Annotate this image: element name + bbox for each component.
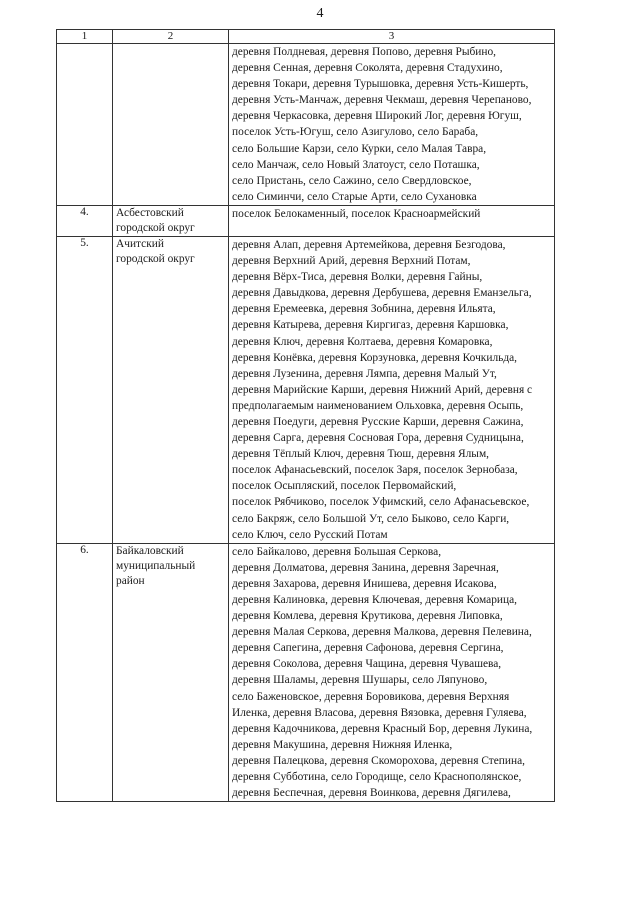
settlement-line: деревня Тёплый Ключ, деревня Тюш, деревня Ялым, xyxy=(232,448,490,461)
settlement-line: деревня Усть-Манчаж, деревня Чекмаш, деревня Черепаново, xyxy=(232,94,532,107)
settlement-line: деревня Токари, деревня Турышовка, деревня Усть-Кишерть, xyxy=(232,78,529,91)
settlement-line: деревня Субботина, село Городище, село Краснополянское, xyxy=(232,771,522,784)
settlement-line: поселок Рябчиково, поселок Уфимский, село Афанасьевское, xyxy=(232,496,530,509)
settlement-line: село Пристань, село Сажино, село Свердловское, xyxy=(232,174,472,187)
municipality-name xyxy=(113,236,229,543)
settlement-line: деревня Ключ, деревня Колтаева, деревня Комаровка, xyxy=(232,335,493,348)
row-number: 5. xyxy=(57,236,113,543)
settlement-line: деревня Конёвка, деревня Корзуновка, деревня Кочкильда, xyxy=(232,351,518,364)
table-body xyxy=(57,44,555,802)
settlement-line: поселок Белокаменный, поселок Красноармейский xyxy=(232,207,481,220)
settlement-line: деревня Давыдкова, деревня Дербушева, деревня Еманзельга, xyxy=(232,287,532,300)
settlement-line: деревня Малая Серкова, деревня Малкова, деревня Пелевина, xyxy=(232,626,532,639)
settlement-line: деревня Катырева, деревня Киргигаз, деревня Каршовка, xyxy=(232,319,509,332)
header-col-1: 1 xyxy=(57,30,113,44)
settlement-line: деревня Алап, деревня Артемейкова, деревня Безгодова, xyxy=(232,238,506,251)
header-row xyxy=(57,30,555,44)
row-number xyxy=(57,44,113,206)
settlements-table xyxy=(56,29,555,802)
settlement-line: деревня Полдневая, деревня Попово, деревня Рыбино, xyxy=(232,46,497,58)
row-number: 4. xyxy=(57,205,113,236)
settlement-line: деревня Шаламы, деревня Шушары, село Ляпуново, xyxy=(232,674,488,687)
settlement-line: поселок Усть-Югуш, село Азигулово, село Бараба, xyxy=(232,126,479,139)
municipality-name-line: Асбестовский xyxy=(116,206,184,219)
table-row xyxy=(57,543,555,802)
settlement-line: деревня Черкасовка, деревня Широкий Лог, деревня Югуш, xyxy=(232,110,522,123)
municipality-name-line: городской округ xyxy=(116,252,195,265)
settlement-line: Иленка, деревня Власова, деревня Вязовка, деревня Гуляева, xyxy=(232,706,527,719)
municipality-name-line: район xyxy=(116,574,145,587)
settlement-line: деревня Сенная, деревня Соколята, деревня Стадухино, xyxy=(232,62,503,75)
municipality-name-line: Ачитский xyxy=(116,237,164,250)
header-col-2: 2 xyxy=(113,30,229,44)
settlement-line: деревня Калиновка, деревня Ключевая, деревня Комарица, xyxy=(232,594,517,606)
settlement-line: деревня Беспечная, деревня Воинкова, деревня Дягилева, xyxy=(232,787,511,800)
municipality-name xyxy=(113,543,229,802)
settlement-line: деревня Еремеевка, деревня Зобнина, деревня Ильята, xyxy=(232,303,496,316)
settlement-line: деревня Лузенина, деревня Лямпа, деревня Малый Ут, xyxy=(232,367,497,380)
municipality-name xyxy=(113,44,229,206)
settlement-line: деревня Палецкова, деревня Скоморохова, деревня Степина, xyxy=(232,754,525,767)
settlement-line: деревня Поедуги, деревня Русские Карши, деревня Сажина, xyxy=(232,415,524,428)
settlement-line: село Байкалово, деревня Большая Серкова, xyxy=(232,545,442,558)
settlement-line: село Баженовское, деревня Боровикова, деревня Верхняя xyxy=(232,690,510,703)
settlement-line: деревня Марийские Карши, деревня Нижний Арий, деревня с xyxy=(232,383,533,396)
municipality-name-line: городской округ xyxy=(116,221,195,234)
settlement-line: деревня Кадочникова, деревня Красный Бор, деревня Лукина, xyxy=(232,722,533,735)
table-row xyxy=(57,44,555,206)
settlements-list xyxy=(229,205,555,236)
settlements-list xyxy=(229,44,555,206)
settlement-line: деревня Захарова, деревня Инишева, деревня Исакова, xyxy=(232,577,497,590)
settlements-list xyxy=(229,543,555,802)
municipality-name-line: Байкаловский xyxy=(116,544,184,557)
settlement-line: деревня Соколова, деревня Чащина, деревня Чувашева, xyxy=(232,658,502,671)
settlement-line: село Бакряж, село Большой Ут, село Быково, село Карги, xyxy=(232,512,510,525)
settlement-line: предполагаемым наименованием Ольховка, деревня Осыпь, xyxy=(232,399,524,412)
settlement-line: деревня Комлева, деревня Крутикова, деревня Липовка, xyxy=(232,610,503,623)
settlement-line: деревня Вёрх-Тиса, деревня Волки, деревня Гайны, xyxy=(232,271,483,284)
header-col-3: 3 xyxy=(229,30,555,44)
settlement-line: поселок Афанасьевский, поселок Заря, поселок Зернобаза, xyxy=(232,464,518,477)
row-number: 6. xyxy=(57,543,113,802)
settlement-line: село Ключ, село Русский Потам xyxy=(232,528,388,541)
settlement-line: деревня Долматова, деревня Занина, деревня Заречная, xyxy=(232,561,499,574)
settlement-line: деревня Сарга, деревня Сосновая Гора, деревня Судницына, xyxy=(232,432,524,445)
settlement-line: село Большие Карзи, село Курки, село Малая Тавра, xyxy=(232,142,487,155)
table-row xyxy=(57,236,555,543)
settlement-line: село Симинчи, село Старые Арти, село Сухановка xyxy=(232,190,477,203)
municipality-name xyxy=(113,205,229,236)
settlement-line: деревня Сапегина, деревня Сафонова, деревня Сергина, xyxy=(232,642,504,655)
table-row xyxy=(57,205,555,236)
settlement-line: деревня Макушина, деревня Нижняя Иленка, xyxy=(232,738,453,751)
settlements-list xyxy=(229,236,555,543)
municipality-name-line: муниципальный xyxy=(116,559,196,572)
settlement-line: село Манчаж, село Новый Златоуст, село Поташка, xyxy=(232,158,480,171)
page-number: 4 xyxy=(316,6,324,21)
settlement-line: поселок Осыпляский, поселок Первомайский, xyxy=(232,480,457,493)
table-header xyxy=(57,30,555,44)
settlement-line: деревня Верхний Арий, деревня Верхний Потам, xyxy=(232,255,471,268)
